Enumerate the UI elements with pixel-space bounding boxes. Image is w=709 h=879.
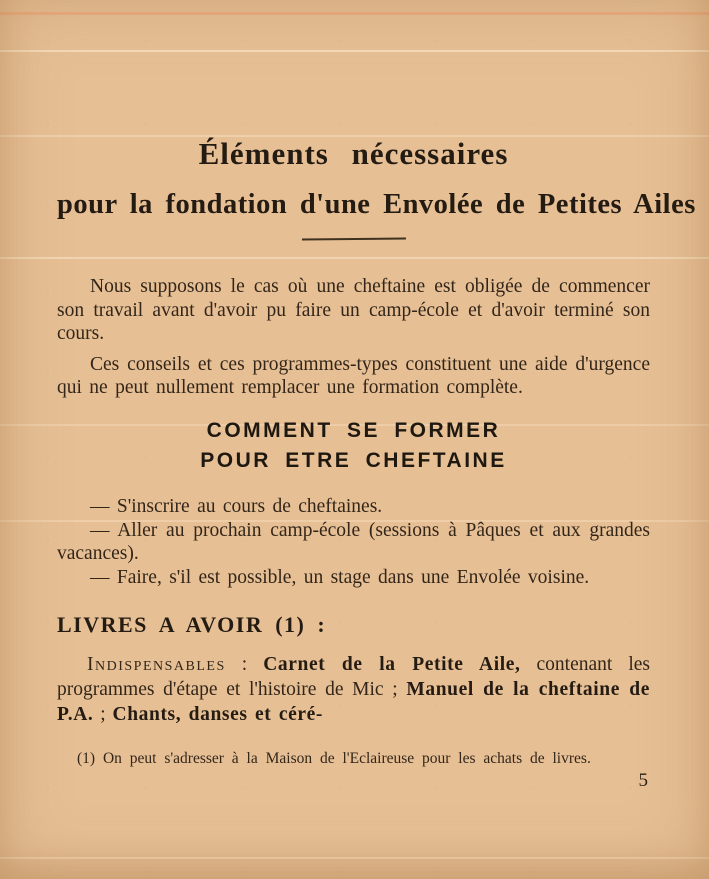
books-label: Indispensables — [87, 654, 226, 676]
intro-paragraph-2: Ces conseils et ces programmes-types constituent une aide d'urgence qui ne peut nullement remplacer une formation complète. — [57, 353, 650, 399]
intro-paragraph-1: Nous supposons le cas où une cheftaine est obligée de commencer son travail avant d'avoir pu faire un camp-école et d'avoir terminé son cours. — [57, 276, 650, 345]
section-heading-line2: POUR ETRE CHEFTAINE — [200, 448, 507, 472]
books-section-heading: LIVRES A AVOIR (1) : — [57, 612, 327, 638]
book-title-1: Carnet de la Petite Aile, — [263, 654, 521, 676]
book-title-3: Chants, danses et céré- — [112, 704, 323, 726]
instruction-item-3: — Faire, s'il est possible, un stage dans une Envolée voisine. — [90, 566, 590, 588]
footnote: (1) On peut s'adresser à la Maison de l'Eclaireuse pour les achats de livres. — [77, 750, 591, 768]
books-text-2: ; — [93, 704, 113, 726]
book-title-2: Manuel de la cheftaine de P.A. — [57, 679, 650, 726]
instructions-list — [57, 495, 650, 589]
chapter-title-block — [57, 136, 696, 240]
chapter-title-line2: pour la fondation d'une Envolée de Petites Ailes — [57, 189, 696, 220]
chapter-title-line1: Éléments nécessaires — [198, 136, 509, 171]
section-heading — [57, 416, 650, 476]
title-divider-rule — [301, 237, 405, 240]
books-colon: : — [225, 654, 264, 676]
books-paragraph — [57, 652, 650, 727]
books-text-1: contenant les programmes d'étape et l'histoire de Mic ; — [57, 654, 650, 701]
instruction-item-2: — Aller au prochain camp-école (sessions à Pâques et aux grandes vacances). — [57, 519, 650, 565]
page-number: 5 — [638, 770, 648, 792]
page-content — [0, 138, 709, 792]
instruction-item-1: — S'inscrire au cours de cheftaines. — [90, 495, 383, 517]
section-heading-line1: COMMENT SE FORMER — [206, 418, 501, 442]
